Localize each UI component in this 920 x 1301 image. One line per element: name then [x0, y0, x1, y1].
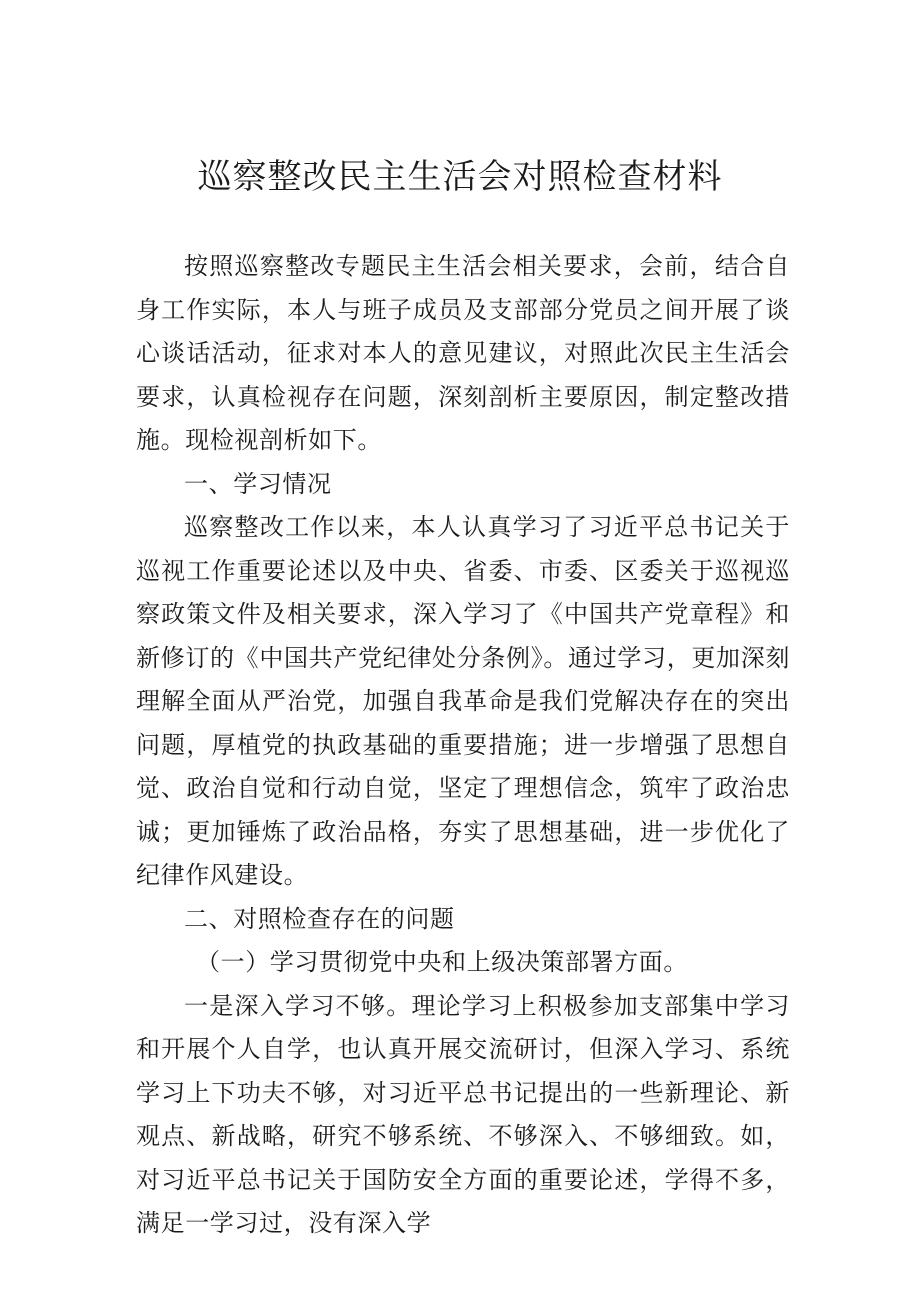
section-2-subheading: （一）学习贯彻党中央和上级决策部署方面。	[196, 948, 688, 976]
section-2-heading: 二、对照检查存在的问题	[184, 904, 455, 933]
document-body	[136, 245, 790, 1246]
section-2-paragraph: 一是深入学习不够。理论学习上积极参加支部集中学习和开展个人自学，也认真开展交流研讨，但深入学习、系统学习上下功夫不够，对习近平总书记提出的一些新理论、新观点、新战略，研究不够系统、不够深入、不够细致。如，对习近平总书记关于国防安全方面的重要论述，学得不多，满足一学习过，没有深入学	[136, 991, 790, 1237]
intro-paragraph: 按照巡察整改专题民主生活会相关要求，会前，结合自身工作实际，本人与班子成员及支部部分党员之间开展了谈心谈话活动，征求对本人的意见建议，对照此次民主生活会要求，认真检视存在问题，深刻剖析主要原因，制定整改措施。现检视剖析如下。	[136, 252, 790, 454]
document-title: 巡察整改民主生活会对照检查材料	[197, 157, 723, 197]
section-1-paragraph: 巡察整改工作以来，本人认真学习了习近平总书记关于巡视工作重要论述以及中央、省委、市委、区委关于巡视巡察政策文件及相关要求，深入学习了《中国共产党章程》和新修订的《中国共产党纪律处分条例》。通过学习，更加深刻理解全面从严治党，加强自我革命是我们党解决存在的突出问题，厚植党的执政基础的重要措施；进一步增强了思想自觉、政治自觉和行动自觉，坚定了理想信念，筑牢了政治忠诚；更加锤炼了政治品格，夯实了思想基础，进一步优化了纪律作风建设。	[136, 513, 790, 889]
section-1-heading: 一、学习情况	[184, 469, 332, 498]
